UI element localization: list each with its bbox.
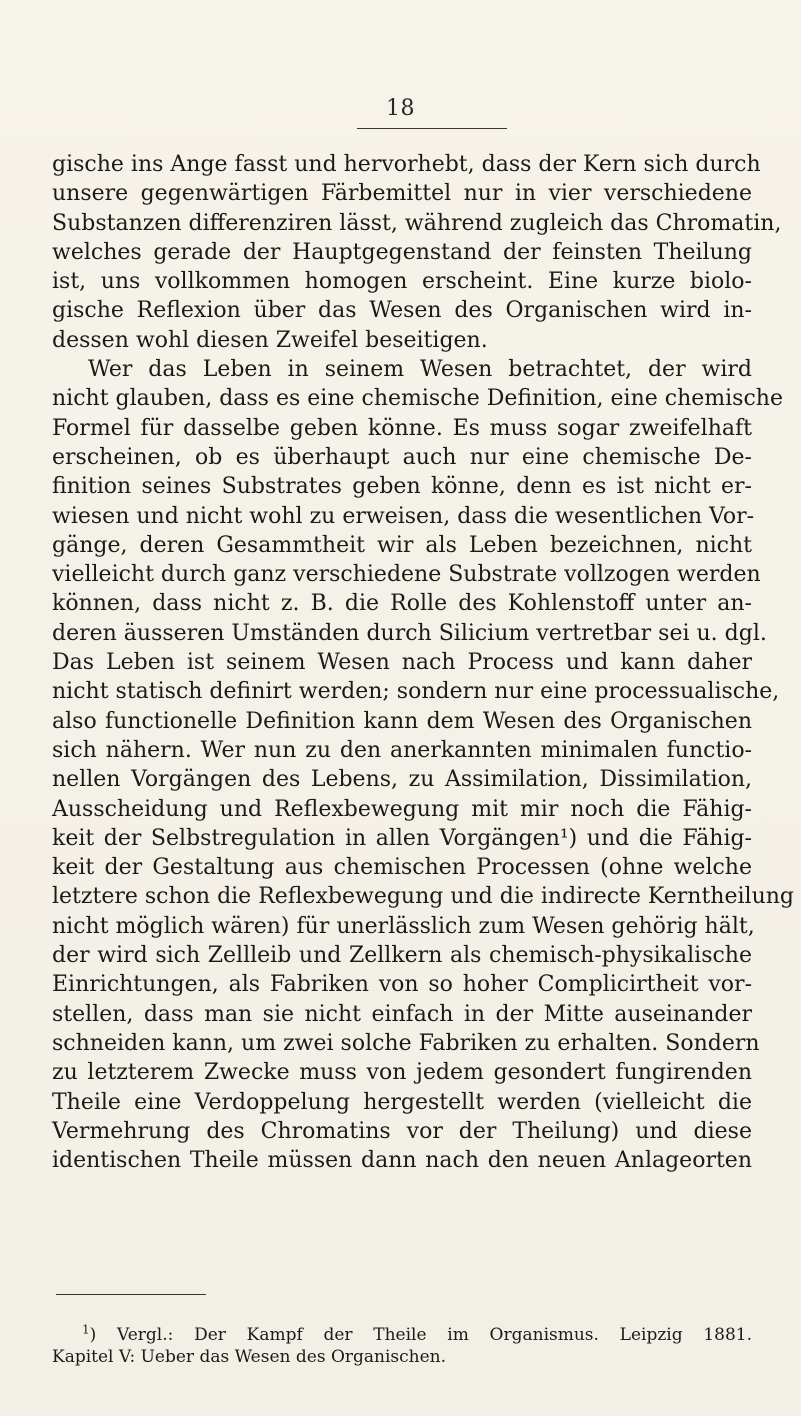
text-line: unsere gegenwärtigen Färbemittel nur in vier verschiedene [52,181,752,207]
text-line: sich nähern. Wer nun zu den anerkannten minimalen functio- [52,737,752,763]
text-line: also functionelle Definition kann dem Wesen des Organischen [52,708,752,734]
paragraph-1 [52,150,782,355]
text-line: ist, uns vollkommen homogen erscheint. Eine kurze biolo- [52,269,752,295]
text-line: vielleicht durch ganz verschiedene Substrate vollzogen werden [52,562,761,588]
text-line: erscheinen, ob es überhaupt auch nur eine chemische De- [52,444,752,470]
text-line: der wird sich Zellleib und Zellkern als chemisch-physikalische [52,943,752,969]
text-line: letztere schon die Reflexbewegung und die indirecte Kerntheilung [52,884,794,910]
text-line: gische Reflexion über das Wesen des Organischen wird in- [52,298,752,324]
page-number-rule [357,128,507,129]
text-line: Vermehrung des Chromatins vor der Theilung) und diese [52,1118,752,1144]
footnote-rule [56,1294,206,1295]
text-line: Theile eine Verdoppelung hergestellt werden (vielleicht die [52,1089,752,1115]
text-line: nicht glauben, dass es eine chemische Definition, eine chemische [52,386,783,412]
footnote [52,1324,752,1368]
text-line: Ausscheidung und Reflexbewegung mit mir noch die Fähig- [52,796,752,822]
paragraph-2 [52,355,794,1175]
text-line: finition seines Substrates geben könne, denn es ist nicht er- [52,474,752,500]
body-text [52,150,794,1175]
text-line: Substanzen differenziren lässt, während zugleich das Chromatin, [52,210,782,236]
text-line: schneiden kann, um zwei solche Fabriken zu erhalten. Sondern [52,1030,760,1056]
text-line: keit der Selbstregulation in allen Vorgängen¹) und die Fähig- [52,825,752,851]
text-line: können, dass nicht z. B. die Rolle des Kohlenstoff unter an- [52,591,752,617]
text-line: stellen, dass man sie nicht einfach in der Mitte auseinander [52,1001,752,1027]
text-line: gische ins Ange fasst und hervorhebt, dass der Kern sich durch [52,152,761,177]
text-line: keit der Gestaltung aus chemischen Processen (ohne welche [52,855,752,881]
page-number: 18 [386,96,415,121]
text-line: Wer das Leben in seinem Wesen betrachtet, der wird [88,357,752,383]
text-line: wiesen und nicht wohl zu erweisen, dass die wesentlichen Vor- [52,503,755,529]
text-line: nicht statisch definirt werden; sondern nur eine processualische, [52,679,780,705]
text-line: dessen wohl diesen Zweifel beseitigen. [52,327,488,353]
text-line: deren äusseren Umständen durch Silicium vertretbar sei u. dgl. [52,620,767,646]
footnote-marker: 1 [82,1322,90,1337]
text-line: nellen Vorgängen des Lebens, zu Assimilation, Dissimilation, [52,767,752,793]
text-line: Formel für dasselbe geben könne. Es muss sogar zweifelhaft [52,415,752,441]
text-line: identischen Theile müssen dann nach den neuen Anlageorten [52,1148,752,1174]
footnote-line-1 [52,1324,752,1346]
text-line: Einrichtungen, als Fabriken von so hoher Complicirtheit vor- [52,972,752,998]
text-line: zu letzterem Zwecke muss von jedem gesondert fungirenden [52,1060,752,1086]
text-line: Das Leben ist seinem Wesen nach Process und kann daher [52,650,752,676]
text-line: gänge, deren Gesammtheit wir als Leben bezeichnen, nicht [52,532,752,558]
text-line: nicht möglich wären) für unerlässlich zum Wesen gehörig hält, [52,913,755,939]
footnote-text-1: ) Vergl.: Der Kampf der Theile im Organismus. Leipzig 1881. [89,1325,752,1345]
text-line: welches gerade der Hauptgegenstand der feinsten Theilung [52,239,752,265]
footnote-line-2: Kapitel V: Ueber das Wesen des Organischen. [52,1347,447,1367]
